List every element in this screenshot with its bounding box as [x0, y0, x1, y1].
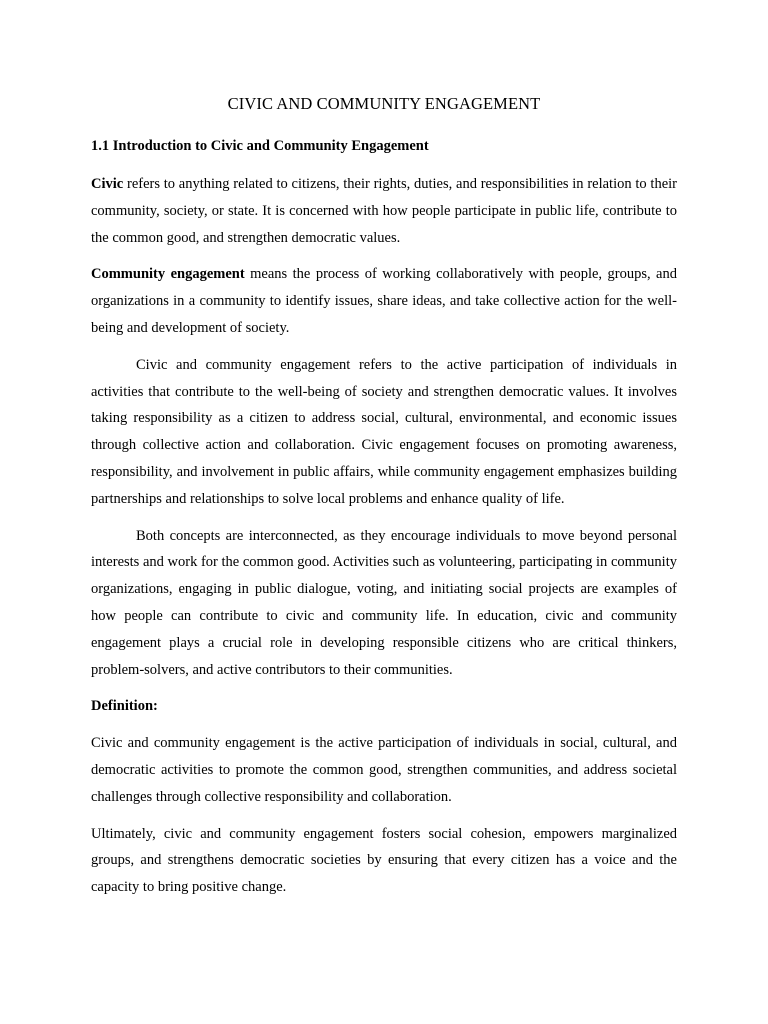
term-community-engagement: Community engagement [91, 266, 245, 283]
definition-heading: Definition: [91, 698, 158, 715]
term-civic: Civic [91, 176, 124, 192]
paragraph-interconnected-concepts: Both concepts are interconnected, as they encourage individuals to move beyond personal interests and work for the common good. Activities such as volunteering, participating in community organizations, engaging in public dialogue, voting, and initiating social projects are examples of how people can contribute to civic and community life. In education, civic and community engagement plays a crucial role in developing responsible citizens who are critical thinkers, problem-solvers, and active contributors to their communities. [91, 527, 677, 678]
document-title: CIVIC AND COMMUNITY ENGAGEMENT [227, 94, 541, 113]
paragraph-civic-community-overview: Civic and community engagement refers to the active participation of individuals in activities that contribute to the well-being of society and strengthen democratic values. It involves taking responsibility as a citizen to address social, cultural, environmental, and economic issues through collective action and collaboration. Civic engagement focuses on promoting awareness, responsibility, and involvement in public affairs, while community engagement emphasizes building partnerships and relationships to solve local problems and enhance quality of life. [91, 356, 677, 507]
paragraph-civic-definition [91, 171, 677, 251]
paragraph-community-text: means the process of working collaboratively with people, groups, and organizations in a community to identify issues, share ideas, and take collective action for the well-being and development of society. [91, 266, 677, 336]
paragraph-civic-text: refers to anything related to citizens, their rights, duties, and responsibilities in relation to their community, society, or state. It is concerned with how people participate in public life, contribute to the common good, and strengthen democratic values. [91, 176, 677, 246]
paragraph-community-engagement-definition [91, 261, 677, 341]
paragraph-definition: Civic and community engagement is the active participation of individuals in social, cultural, and democratic activities to promote the common good, strengthen communities, and address societal challenges through collective responsibility and collaboration. [91, 735, 677, 805]
paragraph-conclusion: Ultimately, civic and community engagement fosters social cohesion, empowers marginalized groups, and strengthens democratic societies by ensuring that every citizen has a voice and the capacity to bring positive change. [91, 825, 677, 896]
section-heading: 1.1 Introduction to Civic and Community Engagement [91, 138, 429, 154]
